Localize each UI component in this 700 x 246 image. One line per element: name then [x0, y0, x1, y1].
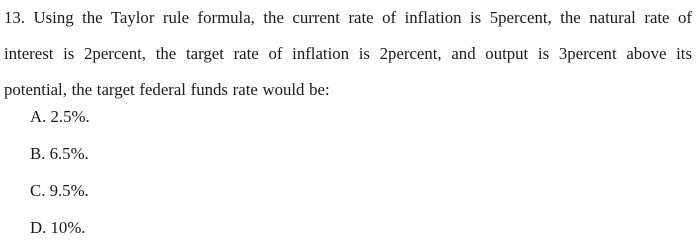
option-letter: C.	[30, 181, 46, 200]
option-d	[30, 209, 90, 246]
option-text: 2.5%.	[50, 107, 90, 126]
option-text: 10%.	[50, 218, 86, 237]
option-text: 6.5%.	[49, 144, 89, 163]
option-letter: D.	[30, 218, 47, 237]
question-line-2: interest is 2percent, the target rate of inflation is 2percent, and output is 3percent above its	[4, 44, 692, 63]
option-letter: B.	[30, 144, 46, 163]
question-line-3: potential, the target federal funds rate would be:	[4, 80, 330, 99]
question-line-1-text: Using the Taylor rule formula, the current rate of inflation is 5percent, the natural rate of	[33, 8, 692, 27]
option-a	[30, 98, 90, 135]
option-text: 9.5%.	[49, 181, 89, 200]
option-letter: A.	[30, 107, 47, 126]
answer-options	[30, 98, 90, 246]
question-number: 13.	[4, 8, 25, 27]
question-text	[4, 0, 692, 108]
question-line-1	[4, 0, 692, 36]
option-c	[30, 172, 90, 209]
option-b	[30, 135, 90, 172]
